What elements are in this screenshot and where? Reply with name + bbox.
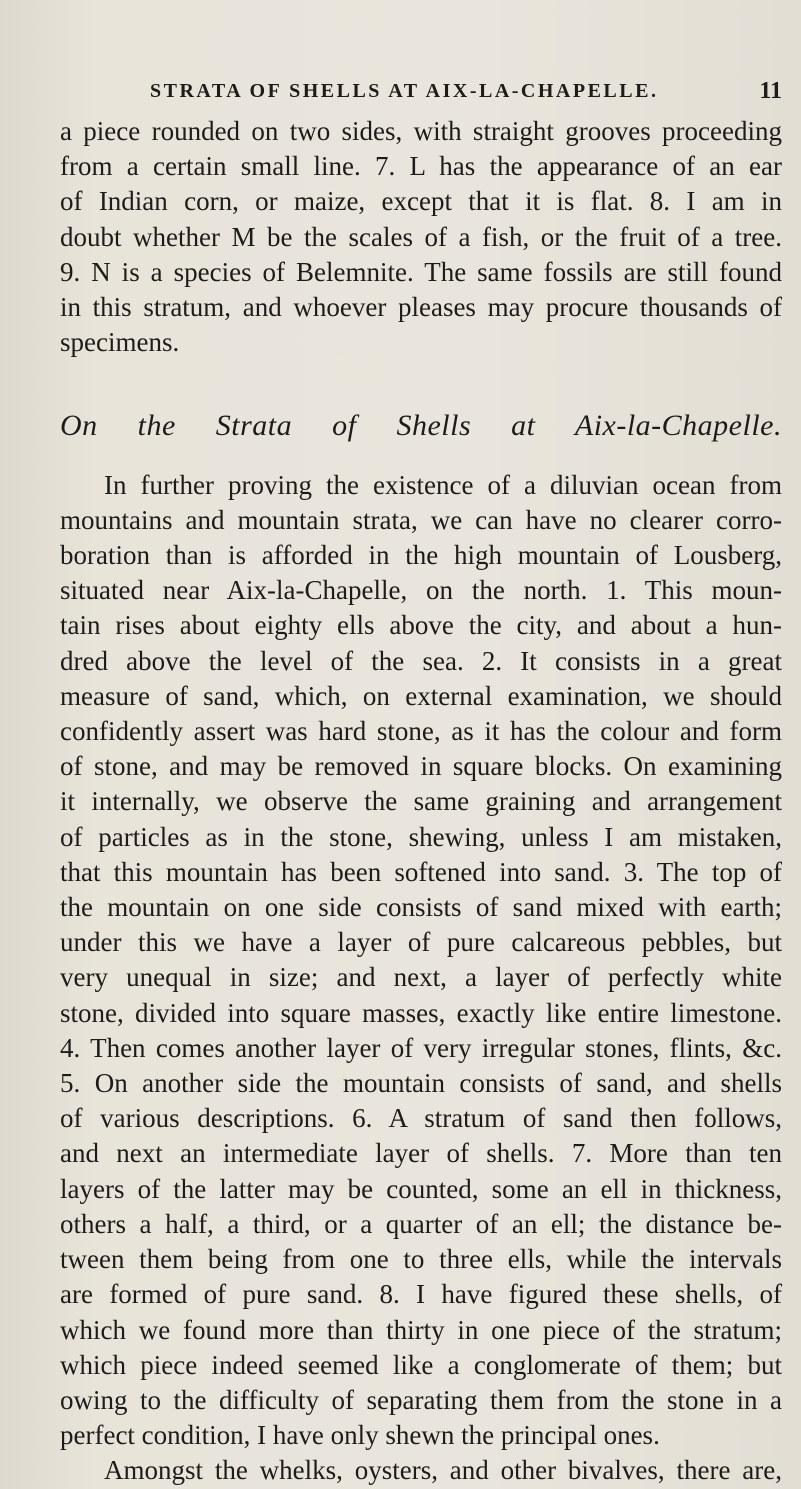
text-line: Amongst the whelks, oysters, and other bivalves, there are, (104, 1455, 782, 1486)
text-line: that this mountain has been softened into sand. 3. The top of (60, 856, 782, 887)
text-line: stone, divided into square masses, exactly like entire limestone. (60, 997, 782, 1028)
text-line: owing to the difficulty of separating them from the stone in a (60, 1384, 782, 1415)
text-line: and next an intermediate layer of shells. 7. More than ten (60, 1138, 782, 1169)
paragraph-lousberg (60, 468, 782, 1454)
text-line: are formed of pure sand. 8. I have figured these shells, of (60, 1279, 782, 1310)
text-line: which piece indeed seemed like a conglomerate of them; but (60, 1349, 782, 1380)
text-line: boration than is afforded in the high mountain of Lousberg, (60, 540, 782, 571)
text-line: of Indian corn, or maize, except that it is flat. 8. I am in (60, 186, 782, 217)
text-line: it internally, we observe the same graining and arrangement (60, 786, 782, 817)
text-line: in this stratum, and whoever pleases may procure thousands of (60, 292, 782, 323)
text-line: from a certain small line. 7. L has the appearance of an ear (60, 151, 782, 182)
text-line: 9. N is a species of Belemnite. The same fossils are still found (60, 256, 782, 287)
text-line: very unequal in size; and next, a layer of perfectly white (60, 962, 782, 993)
section-heading: On the Strata of Shells at Aix-la-Chapelle. (60, 409, 782, 443)
text-line: situated near Aix-la-Chapelle, on the north. 1. This moun- (60, 575, 782, 606)
body-text (60, 114, 782, 1489)
book-page (60, 80, 782, 1489)
text-line: under this we have a layer of pure calcareous pebbles, but (60, 927, 782, 958)
text-line: confidently assert was hard stone, as it has the colour and form (60, 716, 782, 747)
text-line: of various descriptions. 6. A stratum of sand then follows, (60, 1103, 782, 1134)
text-line: which we found more than thirty in one piece of the stratum; (60, 1314, 782, 1345)
text-line: mountains and mountain strata, we can have no clearer corro- (60, 504, 782, 535)
paragraph-continued (60, 114, 782, 360)
text-line: In further proving the existence of a diluvian ocean from (104, 469, 782, 500)
paragraph-shells (60, 1453, 782, 1488)
text-line: 4. Then comes another layer of very irregular stones, flints, &c. (60, 1032, 782, 1063)
text-line: doubt whether M be the scales of a fish, or the fruit of a tree. (60, 221, 782, 252)
running-head-title: STRATA OF SHELLS AT AIX-LA-CHAPELLE. (150, 80, 659, 102)
text-line: the mountain on one side consists of sand mixed with earth; (60, 892, 782, 923)
text-line: tain rises about eighty ells above the city, and about a hun- (60, 610, 782, 641)
text-line: dred above the level of the sea. 2. It consists in a great (60, 645, 782, 676)
page-number: 11 (759, 78, 782, 104)
text-line: specimens. (60, 327, 180, 358)
text-line: of particles as in the stone, shewing, unless I am mistaken, (60, 821, 782, 852)
text-line: perfect condition, I have only shewn the principal ones. (60, 1420, 660, 1451)
text-line: layers of the latter may be counted, some an ell in thickness, (60, 1173, 782, 1204)
text-line: tween them being from one to three ells, while the intervals (60, 1244, 782, 1275)
text-line: a piece rounded on two sides, with straight grooves proceeding (60, 116, 782, 146)
text-line: of stone, and may be removed in square blocks. On examining (60, 751, 782, 782)
text-line: 5. On another side the mountain consists of sand, and shells (60, 1068, 782, 1099)
running-head (60, 80, 782, 114)
text-line: measure of sand, which, on external examination, we should (60, 680, 782, 711)
text-line: others a half, a third, or a quarter of an ell; the distance be- (60, 1208, 782, 1239)
